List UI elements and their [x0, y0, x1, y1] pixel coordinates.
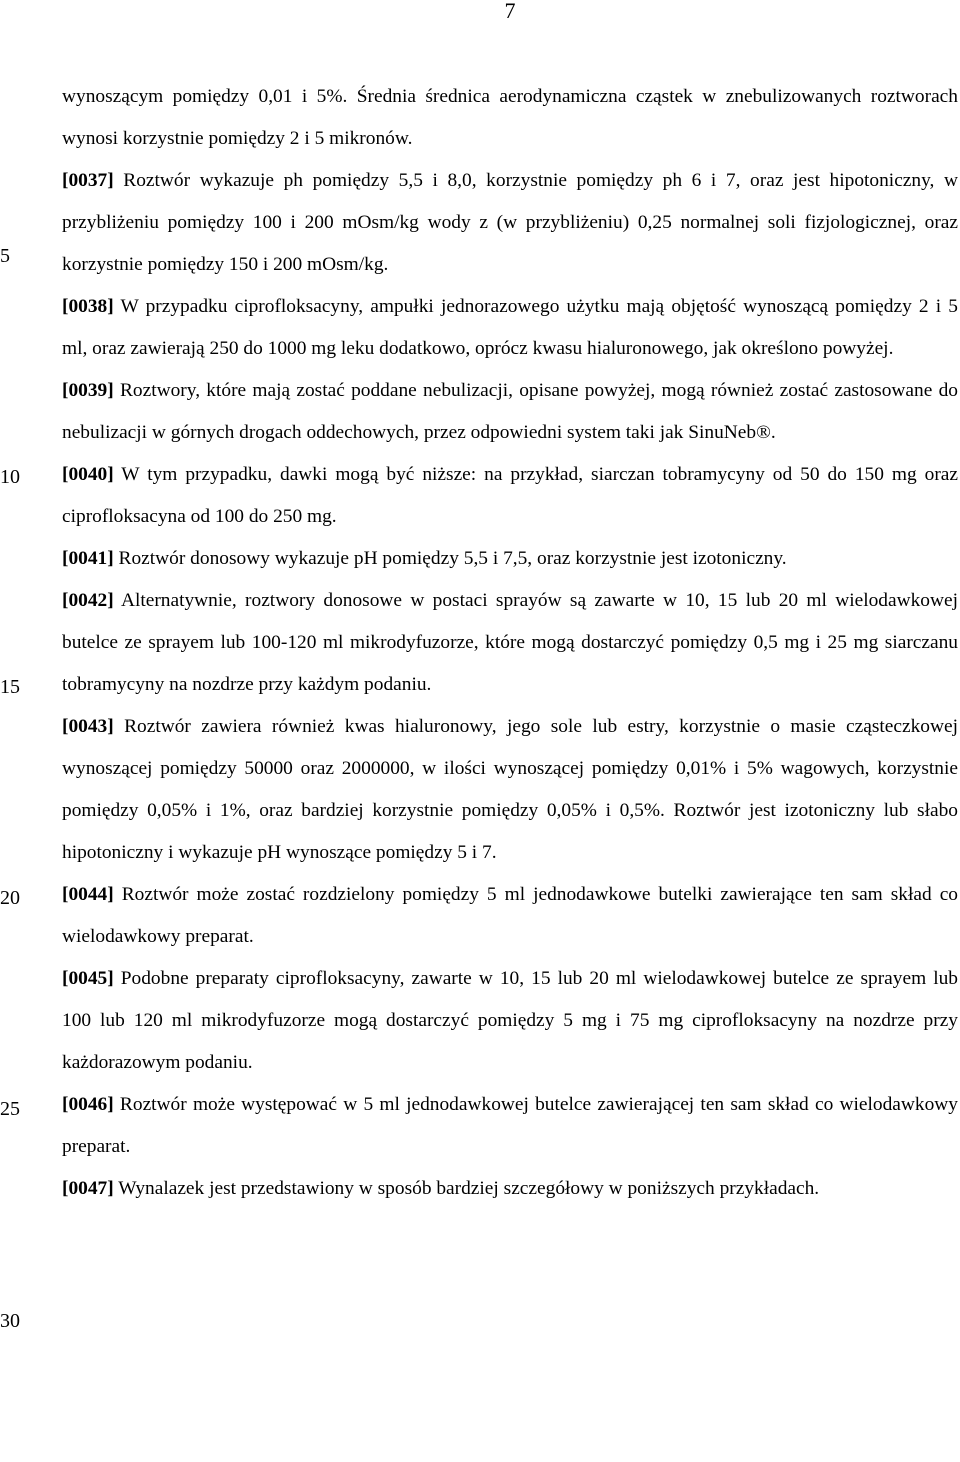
paragraph-0037	[62, 160, 958, 286]
line-number: 5	[0, 245, 10, 267]
paragraph-number: [0038]	[62, 296, 114, 317]
paragraph-text: Roztwór donosowy wykazuje pH pomiędzy 5,5 i 7,5, oraz korzystnie jest izotoniczny.	[113, 548, 787, 569]
paragraph-number: [0043]	[62, 716, 114, 737]
paragraph-0047	[62, 1168, 958, 1210]
line-number: 30	[0, 1310, 20, 1332]
paragraph-number: [0039]	[62, 380, 114, 401]
paragraph-0043	[62, 706, 958, 874]
paragraph-number: [0046]	[62, 1094, 114, 1115]
paragraph-number: [0041]	[62, 548, 114, 569]
paragraph-text: Roztwór zawiera również kwas hialuronowy, jego sole lub estry, korzystnie o masie cząsteczkowej wynoszącej pomiędzy 50000 oraz 2000000, w ilości wynoszącej pomiędzy 0,01% i 5% wagowych, korzystnie pomiędzy 0,05% i 1%, oraz bardziej korzystnie pomiędzy 0,05% i 0,5%. Roztwór jest izotoniczny lub słabo hipotoniczny i wykazuje pH wynoszące pomiędzy 5 i 7.	[62, 716, 958, 863]
page-number: 7	[504, 0, 516, 23]
paragraph-text: wynoszącym pomiędzy 0,01 i 5%. Średnia średnica aerodynamiczna cząstek w znebulizowanych roztworach wynosi korzystnie pomiędzy 2 i 5 mikronów.	[62, 86, 958, 149]
paragraph-text: Podobne preparaty ciprofloksacyny, zawarte w 10, 15 lub 20 ml wielodawkowej butelce ze sprayem lub 100 lub 120 ml mikrodyfuzorze mogą dostarczyć pomiędzy 5 mg i 75 mg ciprofloksacyny na nozdrze przy każdorazowym podaniu.	[62, 968, 958, 1073]
paragraph-text: Roztwór wykazuje ph pomiędzy 5,5 i 8,0, korzystnie pomiędzy ph 6 i 7, oraz jest hipotoniczny, w przybliżeniu pomiędzy 100 i 200 mOsm/kg wody z (w przybliżeniu) 0,25 normalnej soli fizjologicznej, oraz korzystnie pomiędzy 150 i 200 mOsm/kg.	[62, 170, 958, 275]
paragraph-0041	[62, 538, 958, 580]
paragraph-0038	[62, 286, 958, 370]
paragraph-number: [0044]	[62, 884, 114, 905]
paragraph-0044	[62, 874, 958, 958]
paragraph-text: Roztwory, które mają zostać poddane nebulizacji, opisane powyżej, mogą również zostać zastosowane do nebulizacji w górnych drogach oddechowych, przez odpowiedni system taki jak SinuNeb®.	[62, 380, 958, 443]
paragraph-text: Wynalazek jest przedstawiony w sposób bardziej szczegółowy w poniższych przykładach.	[113, 1178, 820, 1199]
paragraph-number: [0040]	[62, 464, 114, 485]
paragraph-0042	[62, 580, 958, 706]
paragraph-0046	[62, 1084, 958, 1168]
paragraph-text: Alternatywnie, roztwory donosowe w postaci sprayów są zawarte w 10, 15 lub 20 ml wielodawkowej butelce ze sprayem lub 100-120 ml mikrodyfuzorze, które mogą dostarczyć pomiędzy 0,5 mg i 25 mg siarczanu tobramycyny na nozdrze przy każdym podaniu.	[62, 590, 958, 695]
line-number: 20	[0, 887, 20, 909]
paragraph-0045	[62, 958, 958, 1084]
line-number: 10	[0, 466, 20, 488]
paragraph-number: [0042]	[62, 590, 114, 611]
paragraph-number: [0045]	[62, 968, 114, 989]
line-number: 25	[0, 1098, 20, 1120]
paragraph-number: [0037]	[62, 170, 114, 191]
paragraph-text: W tym przypadku, dawki mogą być niższe: na przykład, siarczan tobramycyny od 50 do 150 mg oraz ciprofloksacyna od 100 do 250 mg.	[62, 464, 958, 527]
line-number: 15	[0, 676, 20, 698]
paragraph-text: Roztwór może występować w 5 ml jednodawkowej butelce zawierającej ten sam skład co wielodawkowy preparat.	[62, 1094, 958, 1157]
paragraph-text: W przypadku ciprofloksacyny, ampułki jednorazowego użytku mają objętość wynoszącą pomiędzy 2 i 5 ml, oraz zawierają 250 do 1000 mg leku dodatkowo, oprócz kwasu hialuronowego, jak określono powyżej.	[62, 296, 958, 359]
paragraph-number: [0047]	[62, 1178, 114, 1199]
paragraph-continuation	[62, 76, 958, 160]
paragraph-0040	[62, 454, 958, 538]
paragraph-0039	[62, 370, 958, 454]
paragraph-text: Roztwór może zostać rozdzielony pomiędzy 5 ml jednodawkowe butelki zawierające ten sam skład co wielodawkowy preparat.	[62, 884, 958, 947]
document-body	[62, 76, 958, 1210]
